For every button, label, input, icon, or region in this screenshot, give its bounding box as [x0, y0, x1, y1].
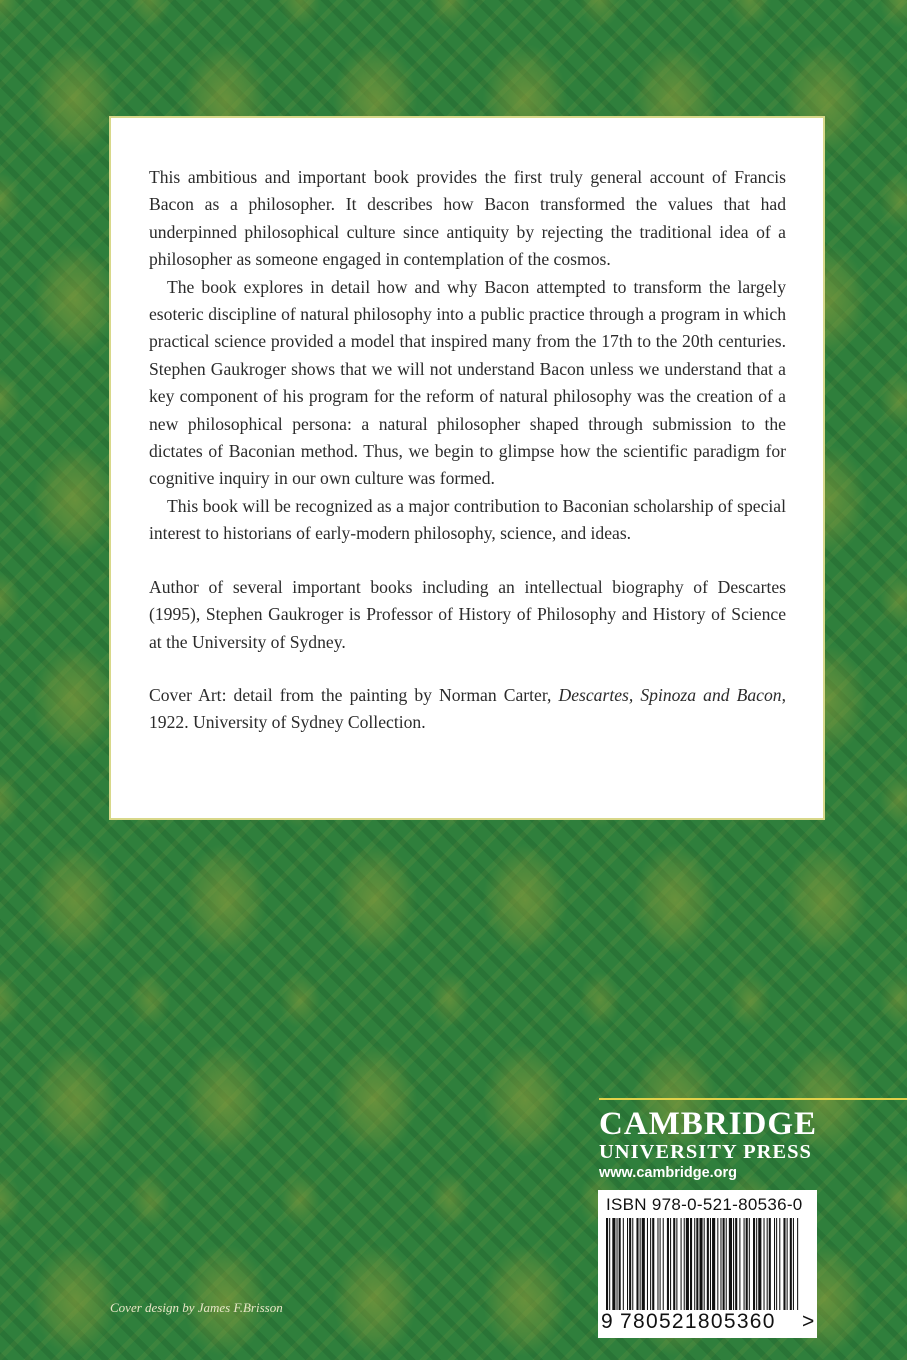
publisher-url: www.cambridge.org	[599, 1165, 738, 1181]
barcode-digits	[598, 1310, 817, 1336]
publisher-subtitle: UNIVERSITY PRESS	[599, 1141, 812, 1163]
blurb-paragraph-3: This book will be recognized as a major contribution to Baconian scholarship of special interest to historians of early-modern philosophy, science, and ideas.	[149, 495, 786, 544]
cover-art-prefix: Cover Art: detail from the painting by Norman Carter,	[149, 684, 559, 705]
author-bio: Author of several important books including an intellectual biography of Descartes (1995), Stephen Gaukroger is Professor of History of Philosophy and History of Science at the University of Sydney.	[149, 576, 786, 652]
cover-art-suffix: , 1922. University of Sydney Collection.	[149, 684, 786, 733]
barcode-main-digits: 780521805360	[620, 1310, 776, 1333]
blurb-paragraph-1: This ambitious and important book provides the first truly general account of Francis Bacon as a philosopher. It describes how Bacon transformed the values that had underpinned philosophical culture since antiquity by rejecting the traditional idea of a philosopher as someone engaged in contemplation of the cosmos.	[149, 167, 786, 270]
publisher-name: CAMBRIDGE	[599, 1106, 818, 1142]
cover-art-credit	[149, 682, 786, 737]
isbn-barcode	[598, 1190, 817, 1338]
barcode-bars	[606, 1218, 802, 1310]
publisher-logo	[599, 1098, 907, 1180]
barcode-first-digit: 9	[601, 1310, 613, 1333]
isbn-label: ISBN 978-0-521-80536-0	[606, 1195, 803, 1214]
barcode-arrow: >	[802, 1310, 815, 1333]
blurb-panel	[109, 116, 825, 820]
blurb-paragraph-2: The book explores in detail how and why Bacon attempted to transform the largely esoteric discipline of natural philosophy into a public practice through a program in which practical science provided a model that inspired many from the 17th to the 20th centuries. Stephen Gaukroger shows that we will not understand Bacon unless we understand that a key component of his program for the reform of natural philosophy was the creation of a new philosophical persona: a natural philosopher shaped through submission to the dictates of Baconian method. Thus, we begin to glimpse how the scientific paradigm for cognitive inquiry in our own culture was formed.	[149, 276, 786, 489]
cover-design-credit: Cover design by James F.Brisson	[110, 1300, 283, 1315]
cover-art-painting-title: Descartes, Spinoza and Bacon	[558, 684, 782, 705]
